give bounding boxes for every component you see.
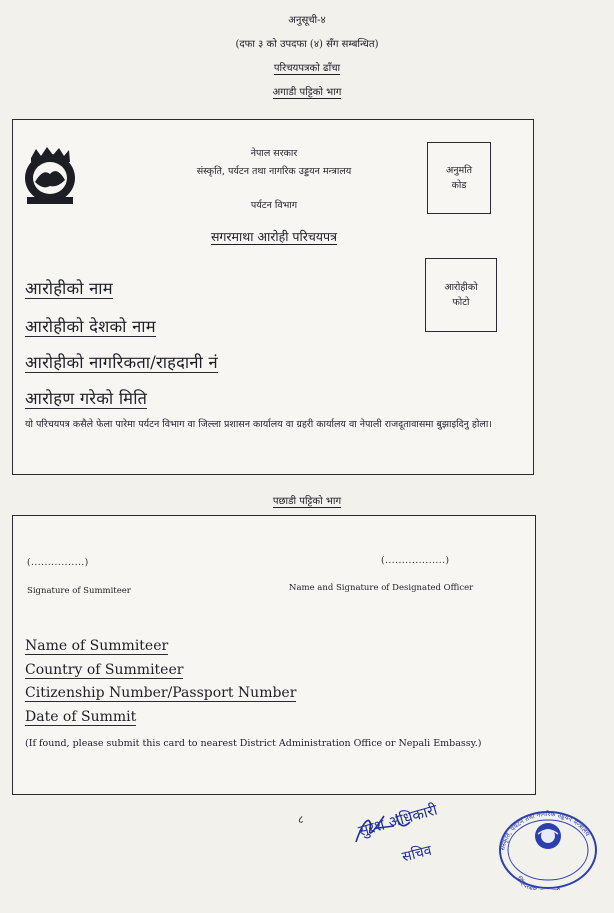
- permit-code-box: अनुमति कोड: [427, 142, 491, 214]
- page-number: ८: [298, 813, 304, 826]
- front-part-heading: अगाडी पट्टिको भाग: [272, 87, 342, 98]
- signatory-designation: सचिव: [400, 842, 434, 866]
- back-card: [12, 515, 536, 795]
- back-part-heading: पछाडी पट्टिको भाग: [272, 496, 342, 507]
- schedule-heading: अनुसूची-४: [288, 15, 326, 26]
- officer-signature-label: Name and Signature of Designated Officer: [289, 583, 474, 593]
- card-title: सगरमाथा आरोही परिचयपत्र: [210, 229, 338, 244]
- official-stamp: [494, 800, 602, 890]
- officer-signature-blank: (..................): [381, 556, 450, 566]
- rule-reference: (दफा ३ को उपदफा (४) सँग सम्बन्धित): [235, 39, 379, 50]
- photo-box: आरोहीको फोटो: [425, 258, 497, 332]
- department-label: पर्यटन विभाग: [250, 200, 298, 211]
- climber-citizenship-field: आरोहीको नागरिकता/राहदानी नं: [25, 353, 218, 372]
- stamp-globe-icon: [535, 823, 561, 849]
- stamp-ministry-text: संस्कृति, पर्यटन तथा नागरिक उड्डयन मन्त्रालय: [498, 809, 592, 852]
- front-card: [12, 119, 534, 475]
- stamp-location-text: सिंहदरबार: [514, 875, 538, 890]
- back-note: (If found, please submit this card to nearest District Administration Office or Nepali Embassy.): [25, 738, 482, 749]
- card-format-heading: परिचयपत्रको ढाँचा: [273, 63, 341, 74]
- climb-date-field: आरोहण गरेको मिति: [25, 389, 148, 408]
- summiteer-country-field: Country of Summiteer: [25, 662, 184, 678]
- citizenship-passport-field: Citizenship Number/Passport Number: [25, 685, 297, 701]
- svg-text:सिंहदरबार, काठमाडौं: [515, 875, 562, 890]
- summiteer-name-field: Name of Summiteer: [25, 638, 169, 654]
- climber-name-field: आरोहीको नाम: [25, 279, 113, 298]
- summiteer-signature-label: Signature of Summiteer: [27, 586, 131, 596]
- climber-country-field: आरोहीको देशको नाम: [25, 317, 156, 336]
- summit-date-field: Date of Summit: [25, 709, 137, 725]
- government-label: नेपाल सरकार: [250, 148, 298, 159]
- ministry-label: संस्कृति, पर्यटन तथा नागरिक उड्डयन मन्त्रालय: [196, 166, 352, 177]
- summiteer-signature-blank: (................): [27, 558, 89, 568]
- signatory-name: सुरेश अधिकारी: [356, 800, 440, 841]
- front-note: यो परिचयपत्र कसैले फेला पारेमा पर्यटन विभाग वा जिल्ला प्रशासन कार्यालय वा ग्रहरी कार्यालय वा नेपाली राजदूतावासमा बुझाइदिनु होला।: [25, 419, 492, 430]
